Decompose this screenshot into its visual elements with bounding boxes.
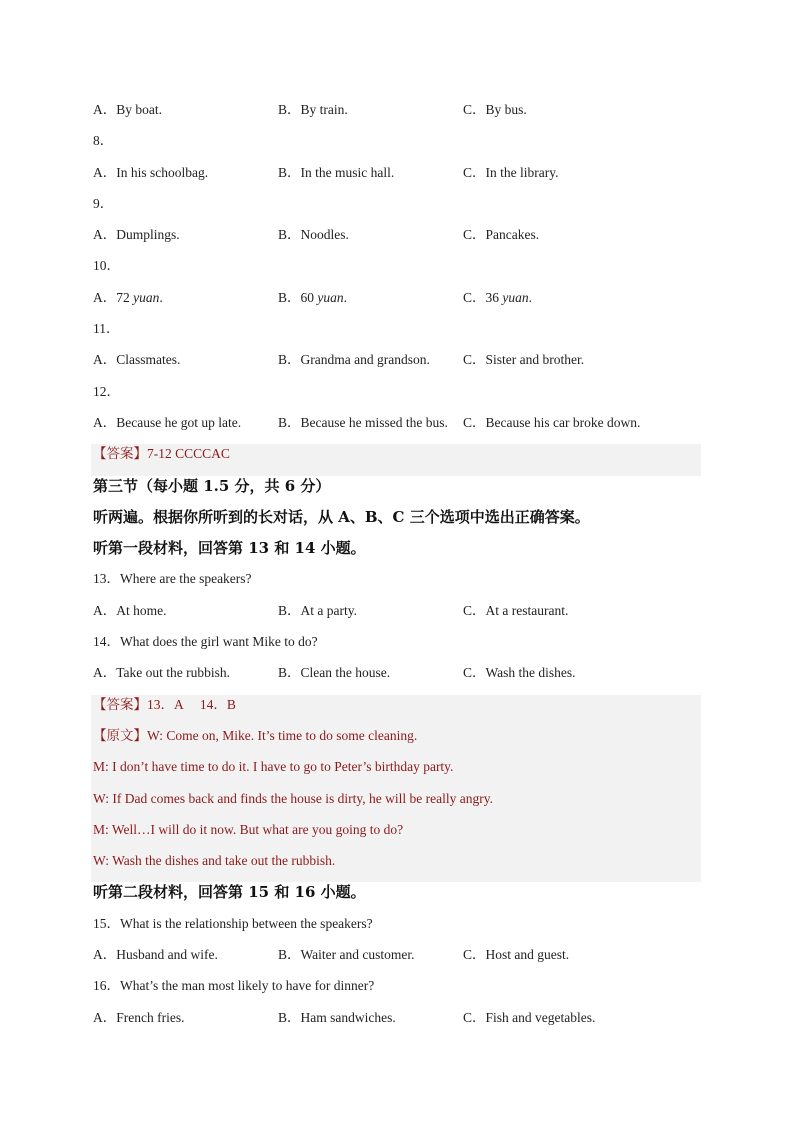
question-14: 14．What does the girl want Mike to do? [93, 634, 318, 650]
option-b: B．At a party. [278, 602, 357, 618]
material-1-heading: 听第一段材料，回答第 13 和 14 小题。 [93, 539, 366, 558]
option-c: C．Wash the dishes. [463, 665, 576, 681]
option-c: C．Because his car broke down. [463, 414, 641, 430]
option-a: A．Husband and wife. [93, 947, 218, 963]
question-number-11: 11． [93, 321, 120, 337]
q12-options [93, 413, 703, 444]
option-b: B．Noodles. [278, 227, 349, 243]
option-a: A．In his schoolbag. [93, 164, 209, 180]
option-c: C．Host and guest. [463, 947, 570, 963]
option-b: B．60 yuan. [278, 289, 348, 305]
question-number-8: 8． [93, 133, 114, 149]
option-b: B．Grandma and grandson. [278, 352, 430, 368]
question-number-12: 12． [93, 383, 120, 399]
option-a: A．Because he got up late. [93, 414, 242, 430]
q7-options [93, 100, 703, 131]
script-text: W: Come on, Mike. It’s time to do some cleaning. [147, 727, 418, 743]
answer-block-7-12 [91, 444, 701, 475]
question-13: 13．Where are the speakers? [93, 571, 252, 587]
script-line [93, 726, 701, 757]
script-line: M: Well…I will do it now. But what are you going to do? [93, 821, 404, 837]
q10-options [93, 288, 703, 319]
q16-options [93, 1008, 703, 1039]
answer-text: 13．A 14．B [147, 696, 236, 712]
q9-options [93, 225, 703, 256]
option-b: B．Because he missed the bus. [278, 414, 448, 430]
script-line: W: Wash the dishes and take out the rubbish. [93, 853, 336, 869]
option-c: C．Sister and brother. [463, 352, 585, 368]
option-a: A．Dumplings. [93, 227, 180, 243]
answer-block-13-14 [91, 695, 701, 883]
q13-options [93, 601, 703, 632]
question-16: 16．What’s the man most likely to have for dinner? [93, 978, 375, 994]
q14-options [93, 663, 703, 694]
section-title: 第三节（每小题 1.5 分，共 6 分） [93, 476, 331, 495]
q8-options [93, 163, 703, 194]
option-a: A．Take out the rubbish. [93, 665, 231, 681]
option-c: C．Fish and vegetables. [463, 1009, 596, 1025]
question-15: 15．What is the relationship between the speakers? [93, 915, 373, 931]
option-a: A．By boat. [93, 102, 162, 117]
option-c: C．In the library. [463, 164, 559, 180]
option-b: B．Waiter and customer. [278, 947, 415, 963]
script-tag: 【原文】 [93, 727, 147, 743]
option-b: B．Clean the house. [278, 665, 391, 681]
option-a: A．Classmates. [93, 352, 181, 368]
answer-tag: 【答案】 [93, 446, 147, 462]
option-c: C．Pancakes. [463, 227, 540, 243]
script-line: M: I don’t have time to do it. I have to go to Peter’s birthday party. [93, 759, 454, 775]
option-a: A．At home. [93, 602, 167, 618]
answer-line [93, 444, 701, 475]
exam-page [93, 100, 703, 1039]
option-c: C．By bus. [463, 102, 527, 117]
option-b: B．Ham sandwiches. [278, 1009, 396, 1025]
answer-tag: 【答案】 [93, 696, 147, 712]
material-2-heading: 听第二段材料，回答第 15 和 16 小题。 [93, 883, 366, 902]
option-b: B．By train. [278, 102, 348, 117]
question-number-10: 10． [93, 258, 120, 274]
option-c: C．36 yuan. [463, 289, 533, 305]
script-line: W: If Dad comes back and finds the house is dirty, he will be really angry. [93, 790, 494, 806]
option-b: B．In the music hall. [278, 164, 395, 180]
option-a: A．French fries. [93, 1009, 185, 1025]
option-c: C．At a restaurant. [463, 602, 569, 618]
q15-options [93, 945, 703, 976]
q11-options [93, 350, 703, 381]
answer-text: 7-12 CCCCAC [147, 446, 230, 462]
answer-line [93, 695, 701, 726]
section-instruction: 听两遍。根据你所听到的长对话，从 A、B、C 三个选项中选出正确答案。 [93, 507, 590, 526]
question-number-9: 9． [93, 195, 114, 211]
option-a: A．72 yuan. [93, 289, 163, 305]
